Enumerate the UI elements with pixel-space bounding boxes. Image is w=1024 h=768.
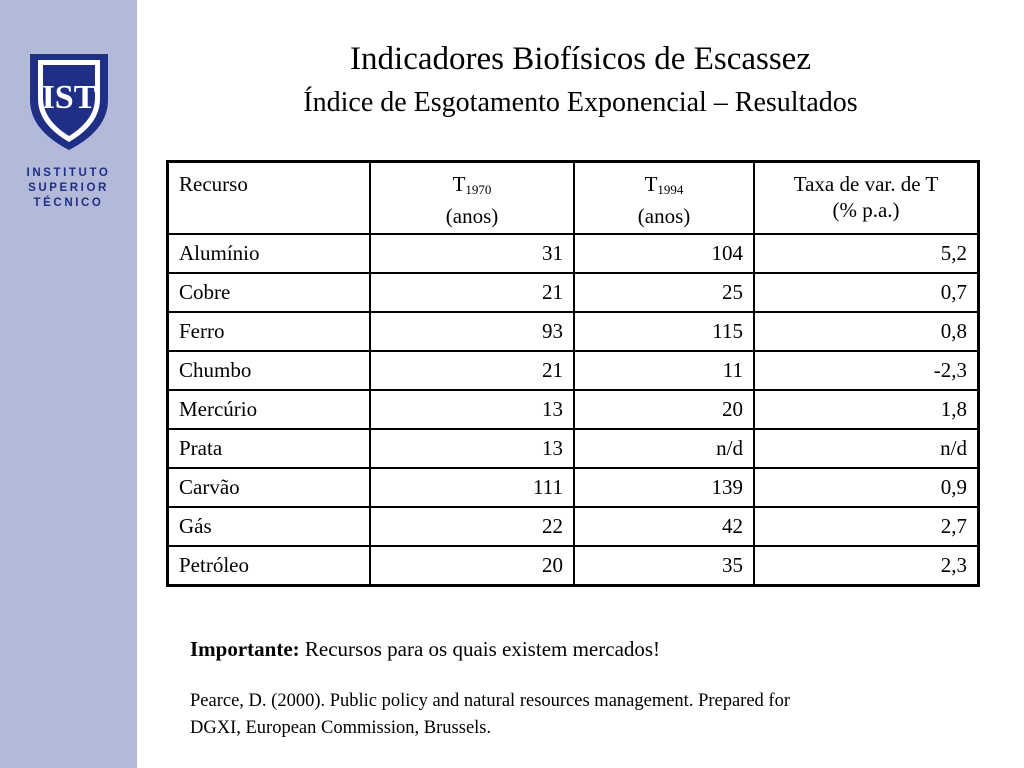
table-row <box>168 351 979 390</box>
cell-t1970: 111 <box>370 468 574 507</box>
important-label: Importante: <box>190 637 300 661</box>
table-row <box>168 507 979 546</box>
cell-taxa: 0,8 <box>754 312 979 351</box>
table-row <box>168 312 979 351</box>
cell-taxa: 1,8 <box>754 390 979 429</box>
cell-t1970: 93 <box>370 312 574 351</box>
cell-t1994: 20 <box>574 390 754 429</box>
header-t1970 <box>370 162 574 235</box>
header-t1970-unit: (anos) <box>445 204 499 228</box>
table-row <box>168 429 979 468</box>
cell-taxa: 0,9 <box>754 468 979 507</box>
cell-t1994: 25 <box>574 273 754 312</box>
cell-t1970: 13 <box>370 429 574 468</box>
header-t1970-main: T <box>452 172 466 196</box>
table-header-row <box>168 162 979 235</box>
table-row <box>168 546 979 586</box>
header-t1994-main: T <box>644 172 658 196</box>
table-row <box>168 390 979 429</box>
cell-t1994: 35 <box>574 546 754 586</box>
sidebar <box>0 0 137 768</box>
header-t1994 <box>574 162 754 235</box>
header-recurso: Recurso <box>168 162 371 235</box>
results-table <box>166 160 980 587</box>
cell-recurso: Cobre <box>168 273 371 312</box>
cell-t1994: 104 <box>574 234 754 273</box>
slide-subtitle: Índice de Esgotamento Exponencial – Resultados <box>303 87 858 118</box>
important-note <box>190 637 660 662</box>
important-text: Recursos para os quais existem mercados! <box>299 637 661 661</box>
cell-recurso: Petróleo <box>168 546 371 586</box>
cell-taxa: 2,3 <box>754 546 979 586</box>
reference-line-2: DGXI, European Commission, Brussels. <box>190 718 492 738</box>
reference-line-1: Pearce, D. (2000). Public policy and natural resources management. Prepared for <box>190 691 791 711</box>
cell-recurso: Chumbo <box>168 351 371 390</box>
cell-recurso: Gás <box>168 507 371 546</box>
header-t1970-sub: 1970 <box>465 182 492 197</box>
cell-t1994: 139 <box>574 468 754 507</box>
cell-taxa: 5,2 <box>754 234 979 273</box>
cell-taxa: 0,7 <box>754 273 979 312</box>
cell-t1970: 20 <box>370 546 574 586</box>
cell-recurso: Carvão <box>168 468 371 507</box>
institute-line-2: SUPERIOR <box>28 182 109 194</box>
header-t1994-unit: (anos) <box>637 204 691 228</box>
cell-taxa: -2,3 <box>754 351 979 390</box>
logo-lettering: IST <box>41 79 97 116</box>
cell-taxa: 2,7 <box>754 507 979 546</box>
header-taxa-line1: Taxa de var. de T <box>793 172 939 196</box>
ist-shield-logo <box>28 52 110 152</box>
cell-t1994: n/d <box>574 429 754 468</box>
institute-line-1: INSTITUTO <box>26 167 111 179</box>
reference-citation <box>190 688 950 742</box>
header-taxa <box>754 162 979 235</box>
header-t1994-sub: 1994 <box>657 182 684 197</box>
cell-recurso: Ferro <box>168 312 371 351</box>
cell-t1994: 42 <box>574 507 754 546</box>
cell-recurso: Alumínio <box>168 234 371 273</box>
cell-t1994: 11 <box>574 351 754 390</box>
cell-taxa: n/d <box>754 429 979 468</box>
cell-t1970: 22 <box>370 507 574 546</box>
cell-t1970: 21 <box>370 273 574 312</box>
header-taxa-line2: (% p.a.) <box>832 198 900 222</box>
table-row <box>168 234 979 273</box>
table-row <box>168 273 979 312</box>
cell-t1994: 115 <box>574 312 754 351</box>
institute-line-3: TÉCNICO <box>33 197 104 209</box>
cell-t1970: 31 <box>370 234 574 273</box>
cell-recurso: Prata <box>168 429 371 468</box>
cell-recurso: Mercúrio <box>168 390 371 429</box>
cell-t1970: 21 <box>370 351 574 390</box>
table-row <box>168 468 979 507</box>
cell-t1970: 13 <box>370 390 574 429</box>
slide-title: Indicadores Biofísicos de Escassez <box>350 41 811 77</box>
